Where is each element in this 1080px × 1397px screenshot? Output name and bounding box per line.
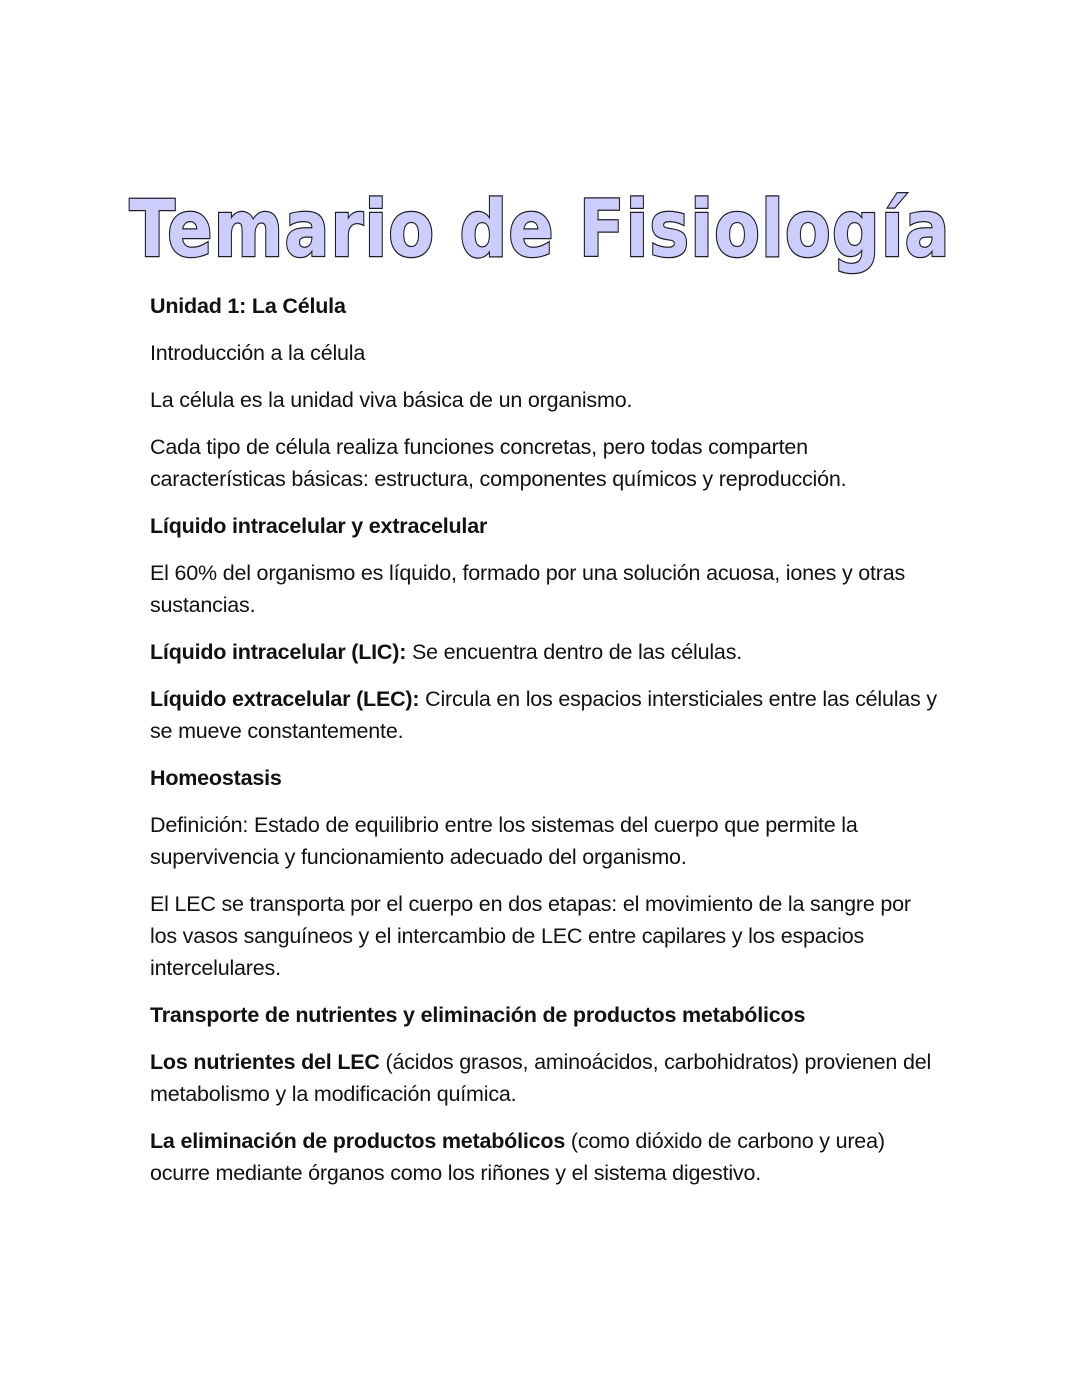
transport-heading <box>150 999 940 1031</box>
document-title: Temario de Fisiología <box>129 185 951 276</box>
cell-definition-paragraph: La célula es la unidad viva básica de un organismo. <box>150 388 633 412</box>
unit-heading <box>150 290 940 322</box>
nutrients-term: Los nutrientes del LEC <box>150 1050 380 1074</box>
document-body <box>150 290 940 1204</box>
nutrients-paragraph <box>150 1046 940 1110</box>
liquids-paragraph: El 60% del organismo es líquido, formado por una solución acuosa, iones y otras sustancias. <box>150 561 906 617</box>
liquids-heading <box>150 510 940 542</box>
homeostasis-definition-paragraph: Definición: Estado de equilibrio entre los sistemas del cuerpo que permite la supervivencia y funcionamiento adecuado del organismo. <box>150 813 858 869</box>
elimination-term: La eliminación de productos metabólicos <box>150 1129 566 1153</box>
transport-heading-text: Transporte de nutrientes y eliminación de productos metabólicos <box>150 1003 806 1027</box>
lic-text: Se encuentra dentro de las células. <box>406 640 743 664</box>
cell-functions-paragraph: Cada tipo de célula realiza funciones concretas, pero todas comparten características básicas: estructura, componentes químicos y reproducción. <box>150 435 847 491</box>
lic-term: Líquido intracelular (LIC): <box>150 640 407 664</box>
lec-transport-paragraph: El LEC se transporta por el cuerpo en dos etapas: el movimiento de la sangre por los vasos sanguíneos y el intercambio de LEC entre capilares y los espacios intercelulares. <box>150 892 911 980</box>
lec-paragraph <box>150 683 940 747</box>
intro-label: Introducción a la célula <box>150 341 366 365</box>
elimination-text: (como dióxido de carbono y urea) ocurre mediante órganos como los riñones y el sistema digestivo. <box>150 1129 885 1185</box>
unit-heading-text: Unidad 1: La Célula <box>150 294 346 318</box>
nutrients-text: (ácidos grasos, aminoácidos, carbohidratos) provienen del metabolismo y la modificación química. <box>150 1050 932 1106</box>
lec-text: Circula en los espacios intersticiales entre las células y se mueve constantemente. <box>150 687 937 743</box>
homeostasis-heading <box>150 762 940 794</box>
lic-paragraph <box>150 636 940 668</box>
liquids-heading-text: Líquido intracelular y extracelular <box>150 514 488 538</box>
elimination-paragraph <box>150 1125 940 1189</box>
lec-term: Líquido extracelular (LEC): <box>150 687 420 711</box>
homeostasis-heading-text: Homeostasis <box>150 766 282 790</box>
